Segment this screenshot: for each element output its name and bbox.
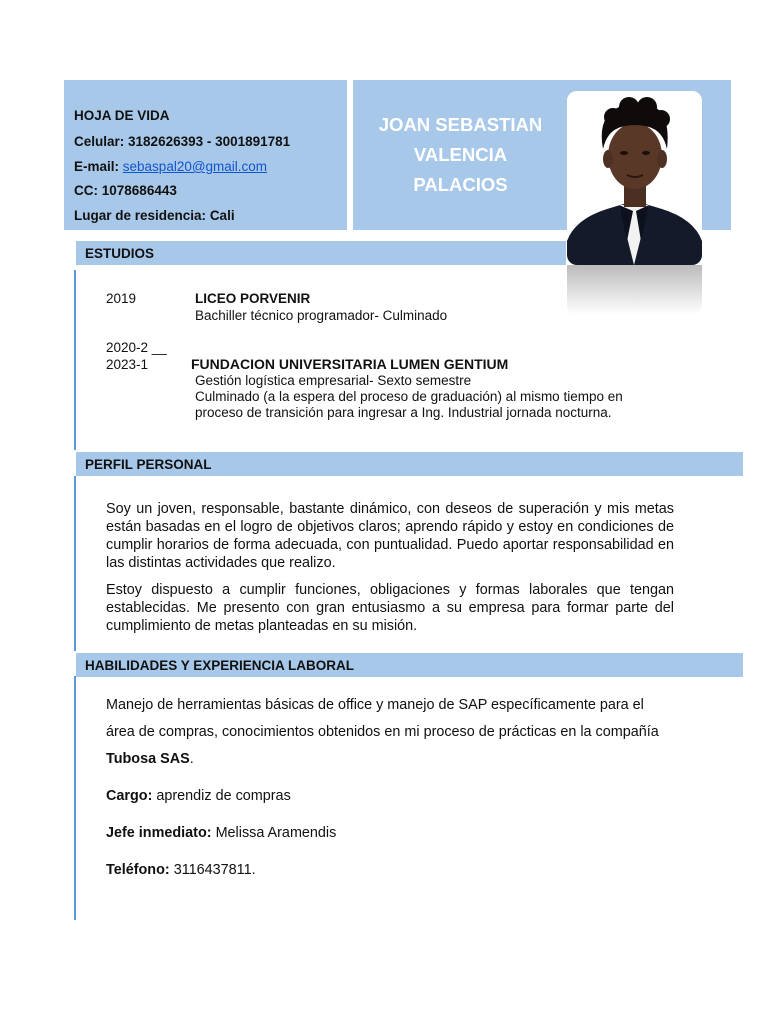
company-line [106, 751, 194, 767]
email-label: E-mail: [74, 159, 120, 174]
cargo-label: Cargo: [106, 788, 153, 804]
phone-line [74, 134, 290, 149]
company-name: Tubosa SAS [106, 751, 190, 767]
phone-value: 3182626393 - 3001891781 [128, 134, 291, 149]
profile-photo [567, 91, 702, 265]
residence-label: Lugar de residencia: [74, 208, 207, 223]
photo-reflection [567, 265, 702, 315]
name-line-1: JOAN SEBASTIAN [378, 114, 543, 135]
section-title: PERFIL PERSONAL [85, 457, 212, 472]
jefe-line [106, 825, 336, 841]
study-year: 2019 [106, 291, 137, 306]
study-detail: Culminado (a la espera del proceso de graduación) al mismo tiempo en [195, 389, 623, 404]
study-institution: FUNDACION UNIVERSITARIA LUMEN GENTIUM [191, 356, 509, 372]
cc-value: 1078686443 [101, 183, 177, 198]
study-detail: Gestión logística empresarial- Sexto semestre [195, 373, 472, 388]
section-header-habilidades [76, 653, 743, 677]
profile-paragraph: Estoy dispuesto a cumplir funciones, obligaciones y formas laborales que tengan establecidas. Me presento con gran entusiasmo a su empresa para formar parte del cumplimiento de metas planteadas en su misión. [106, 582, 674, 634]
skills-text-line: Manejo de herramientas básicas de office y manejo de SAP específicamente para el [106, 697, 644, 713]
cargo-value: aprendiz de compras [156, 788, 291, 804]
study-year-start: 2020-2 __ [106, 340, 167, 355]
estudios-accent-line [74, 270, 76, 450]
email-link[interactable]: sebaspal20@gmail.com [122, 159, 268, 174]
cc-label: CC: [74, 183, 98, 198]
profile-paragraph: Soy un joven, responsable, bastante dinámico, con deseos de superación y mis metas están basadas en el logro de objetivos claros; aprendo rápido y estoy en condiciones de cumplir horarios de forma adecuada, con puntualidad. Puedo aportar responsabilidad en las distintas actividades que realizo. [106, 501, 674, 571]
study-institution: LICEO PORVENIR [195, 291, 311, 306]
phone-label: Celular: [74, 134, 125, 149]
jefe-value: Melissa Aramendis [215, 825, 337, 841]
skills-text-line: área de compras, conocimientos obtenidos en mi proceso de prácticas en la compañía [106, 724, 659, 740]
document-title: HOJA DE VIDA [74, 108, 170, 123]
jefe-label: Jefe inmediato: [106, 825, 212, 841]
telefono-line [106, 862, 256, 878]
study-year-end: 2023-1 [106, 357, 149, 372]
residence-line [74, 208, 235, 223]
name-line-2: VALENCIA [413, 144, 508, 165]
habilidades-accent-line [74, 676, 76, 920]
telefono-value: 3116437811. [173, 862, 256, 878]
company-suffix: . [189, 751, 194, 767]
section-title: ESTUDIOS [85, 246, 155, 261]
cargo-line [106, 788, 291, 804]
study-detail: Bachiller técnico programador- Culminado [195, 308, 448, 323]
person-portrait-icon [567, 91, 702, 265]
section-header-perfil [76, 452, 743, 476]
study-detail: proceso de transición para ingresar a Ing. Industrial jornada nocturna. [195, 405, 612, 420]
section-header-estudios [76, 241, 566, 265]
perfil-accent-line [74, 476, 76, 651]
name-line-3: PALACIOS [413, 174, 508, 195]
email-line [74, 159, 267, 174]
header-contact-block [64, 80, 347, 230]
telefono-label: Teléfono: [106, 862, 170, 878]
section-title: HABILIDADES Y EXPERIENCIA LABORAL [85, 658, 355, 673]
candidate-name [363, 110, 558, 200]
cc-line [74, 183, 177, 198]
residence-value: Cali [209, 208, 235, 223]
